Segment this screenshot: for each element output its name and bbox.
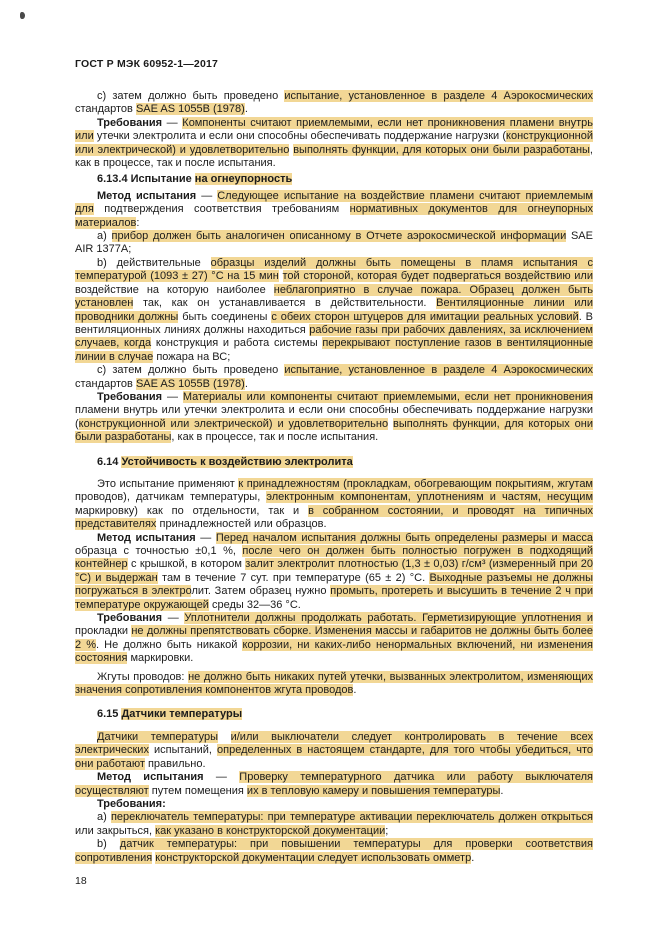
intro-paragraph-6-15: Датчики температуры и/или выключатели следует контролировать в течение всех электрических испытаний, определенных в настоящем стандарте, для того чтобы убедиться, что они работают правильно. [75, 730, 593, 770]
requirements-paragraph-1 [75, 117, 593, 171]
list-item-b-1: b) действительные образцы изделий должны быть помещены в пламя испытания с температурой (1093 ± 27) °C на 15 мин той стороной, которая будет подвергаться воздействию или воздействие на которую наиболее неблагоприятно в случае пожара. Образец должен быть установлен так, как он устанавливается в действительности. Вентиляционные линии или проводники должны быть соединены с обеих сторон штуцеров для имитации реальных условий. В вентиляционных линиях должны находиться рабочие газы при рабочих давлениях, за исключением случаев, когда конструкция и работа системы перекрывают поступление газов в вентиляционные линии в случае пожара на ВС; [75, 256, 593, 363]
method-label-1: Метод испытания [97, 189, 197, 202]
list-item-a-1: a) прибор должен быть аналогичен описанному в Отчете аэрокосмической информации SAE AIR 1377A; [75, 230, 593, 256]
method-label-3: Метод испытания [97, 771, 204, 784]
list-item-c-1: c) затем должно быть проведено испытание, установленное в разделе 4 Аэрокосмических стандартов SAE AS 1055B (1978). [75, 364, 593, 390]
standard-ref-header: ГОСТ Р МЭК 60952-1—2017 [75, 58, 219, 70]
list-item-a-2: a) переключатель температуры: при температуре активации переключатель должен открыться или закрыться, как указано в конструкторской документации; [75, 811, 593, 837]
requirements-text-1: — Компоненты считают приемлемыми, если нет проникновения пламени внутрь или утечки электролита и если они способны обеспечивать поддержание нагрузки (конструкционной или электрической) и удовлетворительно выполнять функции, для которых они были разработаны, как в процессе, так и после испытания. [75, 116, 593, 170]
requirements-paragraph-3 [75, 612, 593, 666]
requirements-paragraph-2 [75, 391, 593, 445]
page-number: 18 [75, 875, 87, 887]
list-item-b-2: b) датчик температуры: при повышении температуры для проверки соответствия сопротивления конструкторской документации следует использовать омметр. [75, 838, 593, 864]
scan-artifact-dot [20, 12, 25, 19]
list-item-c-top: c) затем должно быть проведено испытание, установленное в разделе 4 Аэрокосмических стандартов SAE AS 1055B (1978). [75, 90, 593, 116]
method-paragraph-3 [75, 771, 593, 798]
method-label-2: Метод испытания [97, 531, 196, 544]
method-text-2: — Перед началом испытания должны быть определены размеры и масса образца с точностью ±0,1 %, после чего он должен быть полностью погружен в подходящий контейнер с крышкой, в котором залит электролит плотностью (1,3 ± 0,03) г/см³ (измеренный при 20 °C) и выдержан там в течение 7 сут. при температуре (65 ± 2) °C. Выходные разъемы не должны погружаться в электролит. Затем образец нужно промыть, протереть и высушить в течение 2 ч при температуре окружающей среды 32—36 °C. [75, 531, 593, 611]
heading-6-14: 6.14 Устойчивость к воздействию электролита [97, 455, 353, 468]
method-paragraph-1 [75, 190, 593, 230]
method-paragraph-2 [75, 532, 593, 612]
requirements-label-2: Требования [97, 390, 163, 403]
method-text-1: — Следующее испытание на воздействие пламени считают приемлемым для подтверждения соответствия требованиям нормативных документов для огнеупорных материалов: [75, 189, 593, 229]
requirements-label-standalone [75, 798, 593, 811]
requirements-colon-label: Требования: [97, 797, 166, 810]
document-content [75, 58, 593, 865]
harness-paragraph: Жгуты проводов: не должно быть никаких путей утечки, вызванных электролитом, изменяющих значения сопротивления компонентов жгута проводов. [75, 670, 593, 697]
intro-paragraph-6-14: Это испытание применяют к принадлежностям (прокладкам, обогревающим покрытиям, жгутам проводов), датчикам температуры, электронным компонентам, уплотнениям и частям, несущим маркировку) как по отдельности, так и в собранном состоянии, и проводят на типичных представителях принадлежностей или образцов. [75, 477, 593, 531]
requirements-label-1: Требования [97, 116, 163, 129]
requirements-label-3: Требования [97, 612, 163, 625]
requirements-text-2: — Материалы или компоненты считают приемлемыми, если нет проникновения пламени внутрь или утечки электролита и если они способны обеспечивать поддержание нагрузки (конструкционной или электрической) и удовлетворительно выполнять функции, для которых они были разработаны, как в процессе, так и после испытания. [75, 390, 594, 444]
method-text-3: — Проверку температурного датчика или работу выключателя осуществляют путем помещения их в тепловую камеру и повышения температуры. [75, 771, 593, 797]
requirements-text-3: — Уплотнители должны продолжать работать. Герметизирующие уплотнения и прокладки не должны препятствовать сборке. Изменения массы и габаритов не должны быть более 2 %. Не должно быть никакой коррозии, ни каких-либо ненормальных включений, ни изменения состояния маркировки. [75, 612, 594, 665]
heading-6-15: 6.15 Датчики температуры [97, 708, 243, 721]
heading-6-13-4: 6.13.4 Испытание на огнеупорность [97, 173, 293, 186]
